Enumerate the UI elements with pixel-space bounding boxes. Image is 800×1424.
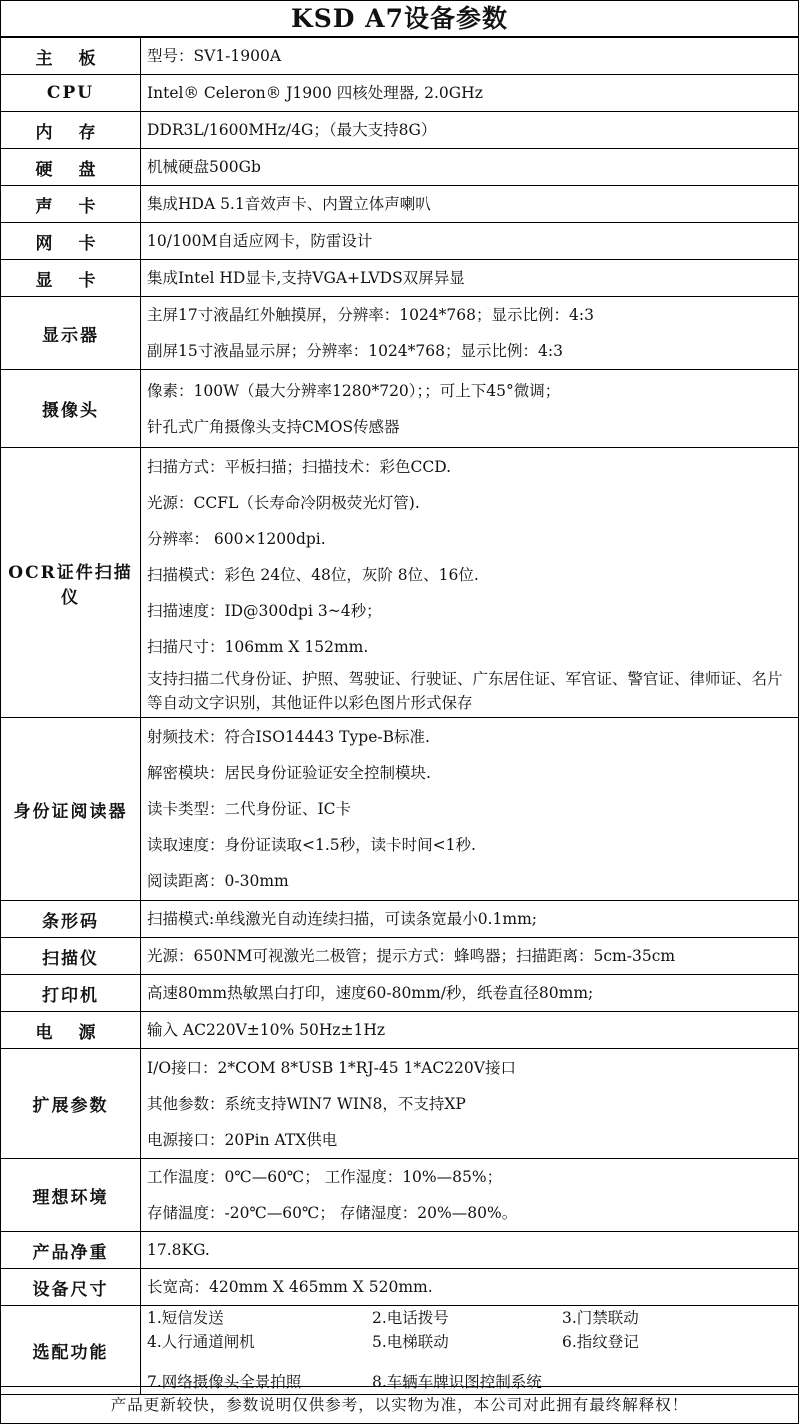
- spec-value: [141, 718, 799, 901]
- spec-row: [1, 901, 799, 938]
- spec-value-line: 光源：CCFL（长寿命冷阴极荧光灯管).: [147, 493, 420, 512]
- options-label: 选配功能: [1, 1306, 141, 1395]
- spec-value: [141, 260, 799, 297]
- spec-value: [141, 1269, 799, 1306]
- spec-value: [141, 1012, 799, 1049]
- spec-value-line: Intel® Celeron® J1900 四核处理器, 2.0GHz: [147, 84, 483, 102]
- spec-value: [141, 370, 799, 448]
- spec-value: [141, 38, 799, 75]
- spec-label: 设备尺寸: [1, 1269, 141, 1306]
- spec-label: 硬 盘: [1, 149, 141, 186]
- spec-value: [141, 975, 799, 1012]
- spec-value: [141, 1232, 799, 1269]
- spec-value: [141, 75, 799, 112]
- spec-value-line: 高速80mm热敏黑白打印，速度60-80mm/秒，纸卷直径80mm;: [147, 984, 594, 1002]
- option-item: 7.网络摄像头全景拍照: [147, 1373, 302, 1391]
- spec-value: [141, 938, 799, 975]
- spec-label: 条形码: [1, 901, 141, 938]
- spec-label: 身份证阅读器: [1, 718, 141, 901]
- spec-value-line: 射频技术：符合ISO14443 Type-B标准.: [147, 728, 430, 746]
- spec-value-line: 像素：100W（最大分辨率1280*720）；；可上下45°微调；: [147, 381, 561, 400]
- spec-value-line: 集成HDA 5.1音效声卡、内置立体声喇叭: [147, 195, 431, 213]
- spec-row: [1, 1049, 799, 1159]
- spec-row: [1, 1232, 799, 1269]
- spec-value: [141, 186, 799, 223]
- spec-value-line: 存储温度：-20℃—60℃； 存储湿度：20%—80%。: [147, 1204, 518, 1222]
- spec-row: [1, 718, 799, 901]
- spec-row: [1, 370, 799, 448]
- spec-value-line: 读卡类型：二代身份证、IC卡: [147, 800, 351, 818]
- spec-value-line: 扫描模式：彩色 24位、48位，灰阶 8位、16位.: [147, 565, 479, 584]
- spec-value: [141, 1049, 799, 1159]
- spec-label: 显示器: [1, 297, 141, 370]
- spec-table: [0, 37, 799, 1395]
- spec-label: 声 卡: [1, 186, 141, 223]
- spec-value-line: 10/100M自适应网卡，防雷设计: [147, 232, 373, 250]
- spec-label: 扩展参数: [1, 1049, 141, 1159]
- spec-value: [141, 297, 799, 370]
- options-value: [141, 1306, 799, 1395]
- spec-value-line: 工作温度：0℃—60℃； 工作湿度：10%—85%；: [147, 1168, 503, 1186]
- spec-value-line: 17.8KG.: [147, 1241, 210, 1259]
- option-item: 6.指纹登记: [562, 1333, 639, 1351]
- spec-value-line: 电源接口：20Pin ATX供电: [147, 1130, 338, 1149]
- spec-row: [1, 448, 799, 718]
- spec-value: [141, 448, 799, 718]
- spec-value-line: 集成Intel HD显卡,支持VGA+LVDS双屏异显: [147, 269, 465, 287]
- spec-row: [1, 938, 799, 975]
- option-item: 2.电话拨号: [372, 1309, 449, 1327]
- spec-value-line: 阅读距离：0-30mm: [147, 872, 289, 890]
- spec-value-line: 分辨率： 600×1200dpi.: [147, 529, 326, 548]
- spec-label: 内 存: [1, 112, 141, 149]
- option-item: 5.电梯联动: [372, 1333, 449, 1351]
- spec-value-line: 机械硬盘500Gb: [147, 158, 261, 176]
- spec-label: 摄像头: [1, 370, 141, 448]
- spec-value: [141, 223, 799, 260]
- spec-label: 理想环境: [1, 1159, 141, 1232]
- spec-value-line: 针孔式广角摄像头支持CMOS传感器: [147, 417, 400, 436]
- spec-row: [1, 223, 799, 260]
- spec-label: 电 源: [1, 1012, 141, 1049]
- spec-value-line: 扫描尺寸：106mm X 152mm.: [147, 637, 369, 656]
- spec-row: [1, 38, 799, 75]
- spec-value: [141, 112, 799, 149]
- disclaimer-footer: 产品更新较快，参数说明仅供参考，以实物为准，本公司对此拥有最终解释权！: [0, 1386, 799, 1424]
- options-row: [1, 1306, 799, 1395]
- spec-value-line: 扫描方式：平板扫描；扫描技术：彩色CCD.: [147, 457, 452, 476]
- spec-row: [1, 1269, 799, 1306]
- spec-value-line: I/O接口：2*COM 8*USB 1*RJ-45 1*AC220V接口: [147, 1058, 516, 1077]
- spec-value-line: 光源：650NM可视激光二极管；提示方式：蜂鸣器；扫描距离：5cm-35cm: [147, 947, 676, 965]
- spec-row: [1, 297, 799, 370]
- spec-label: 产品净重: [1, 1232, 141, 1269]
- spec-value: [141, 149, 799, 186]
- spec-value-line: DDR3L/1600MHz/4G；（最大支持8G）: [147, 121, 437, 139]
- spec-label: CPU: [1, 75, 141, 112]
- option-item: 1.短信发送: [147, 1309, 224, 1327]
- spec-value-line: 扫描模式:单线激光自动连续扫描，可读条宽最小0.1mm;: [147, 910, 537, 928]
- options-grid: [147, 1306, 794, 1394]
- spec-label: 网 卡: [1, 223, 141, 260]
- option-item: 4.人行通道闸机: [147, 1333, 255, 1351]
- spec-value-line: 扫描速度：ID@300dpi 3~4秒；: [147, 601, 382, 620]
- option-item: 8.车辆车牌识图控制系统: [372, 1373, 542, 1391]
- spec-row: [1, 75, 799, 112]
- spec-row: [1, 186, 799, 223]
- spec-value-line: 读取速度：身份证读取<1.5秒，读卡时间<1秒.: [147, 836, 476, 854]
- spec-value-line: 型号：SV1-1900A: [147, 47, 282, 65]
- spec-value-line: 副屏15寸液晶显示屏；分辨率：1024*768；显示比例：4:3: [147, 342, 563, 360]
- spec-value: [141, 901, 799, 938]
- spec-value-line: 其他参数：系统支持WIN7 WIN8，不支持XP: [147, 1094, 466, 1113]
- spec-value-line: 解密模块：居民身份证验证安全控制模块.: [147, 764, 431, 782]
- spec-row: [1, 112, 799, 149]
- spec-row: [1, 260, 799, 297]
- option-item: 3.门禁联动: [562, 1309, 639, 1327]
- spec-label: 打印机: [1, 975, 141, 1012]
- page-title: KSD A7设备参数: [0, 0, 799, 37]
- spec-value-line: 长宽高：420mm X 465mm X 520mm.: [147, 1278, 433, 1296]
- spec-value-line: 支持扫描二代身份证、护照、驾驶证、行驶证、广东居住证、军官证、警官证、律师证、名片等自动文字识别，其他证件以彩色图片形式保存: [147, 669, 783, 712]
- spec-value: [141, 1159, 799, 1232]
- spec-label: OCR证件扫描仪: [1, 448, 141, 718]
- spec-label: 扫描仪: [1, 938, 141, 975]
- spec-row: [1, 1159, 799, 1232]
- spec-value-line: 输入 AC220V±10% 50Hz±1Hz: [147, 1021, 386, 1039]
- spec-label: 主 板: [1, 38, 141, 75]
- spec-row: [1, 975, 799, 1012]
- spec-row: [1, 1012, 799, 1049]
- spec-row: [1, 149, 799, 186]
- spec-value-line: 主屏17寸液晶红外触摸屏，分辨率：1024*768；显示比例：4:3: [147, 306, 594, 324]
- spec-label: 显 卡: [1, 260, 141, 297]
